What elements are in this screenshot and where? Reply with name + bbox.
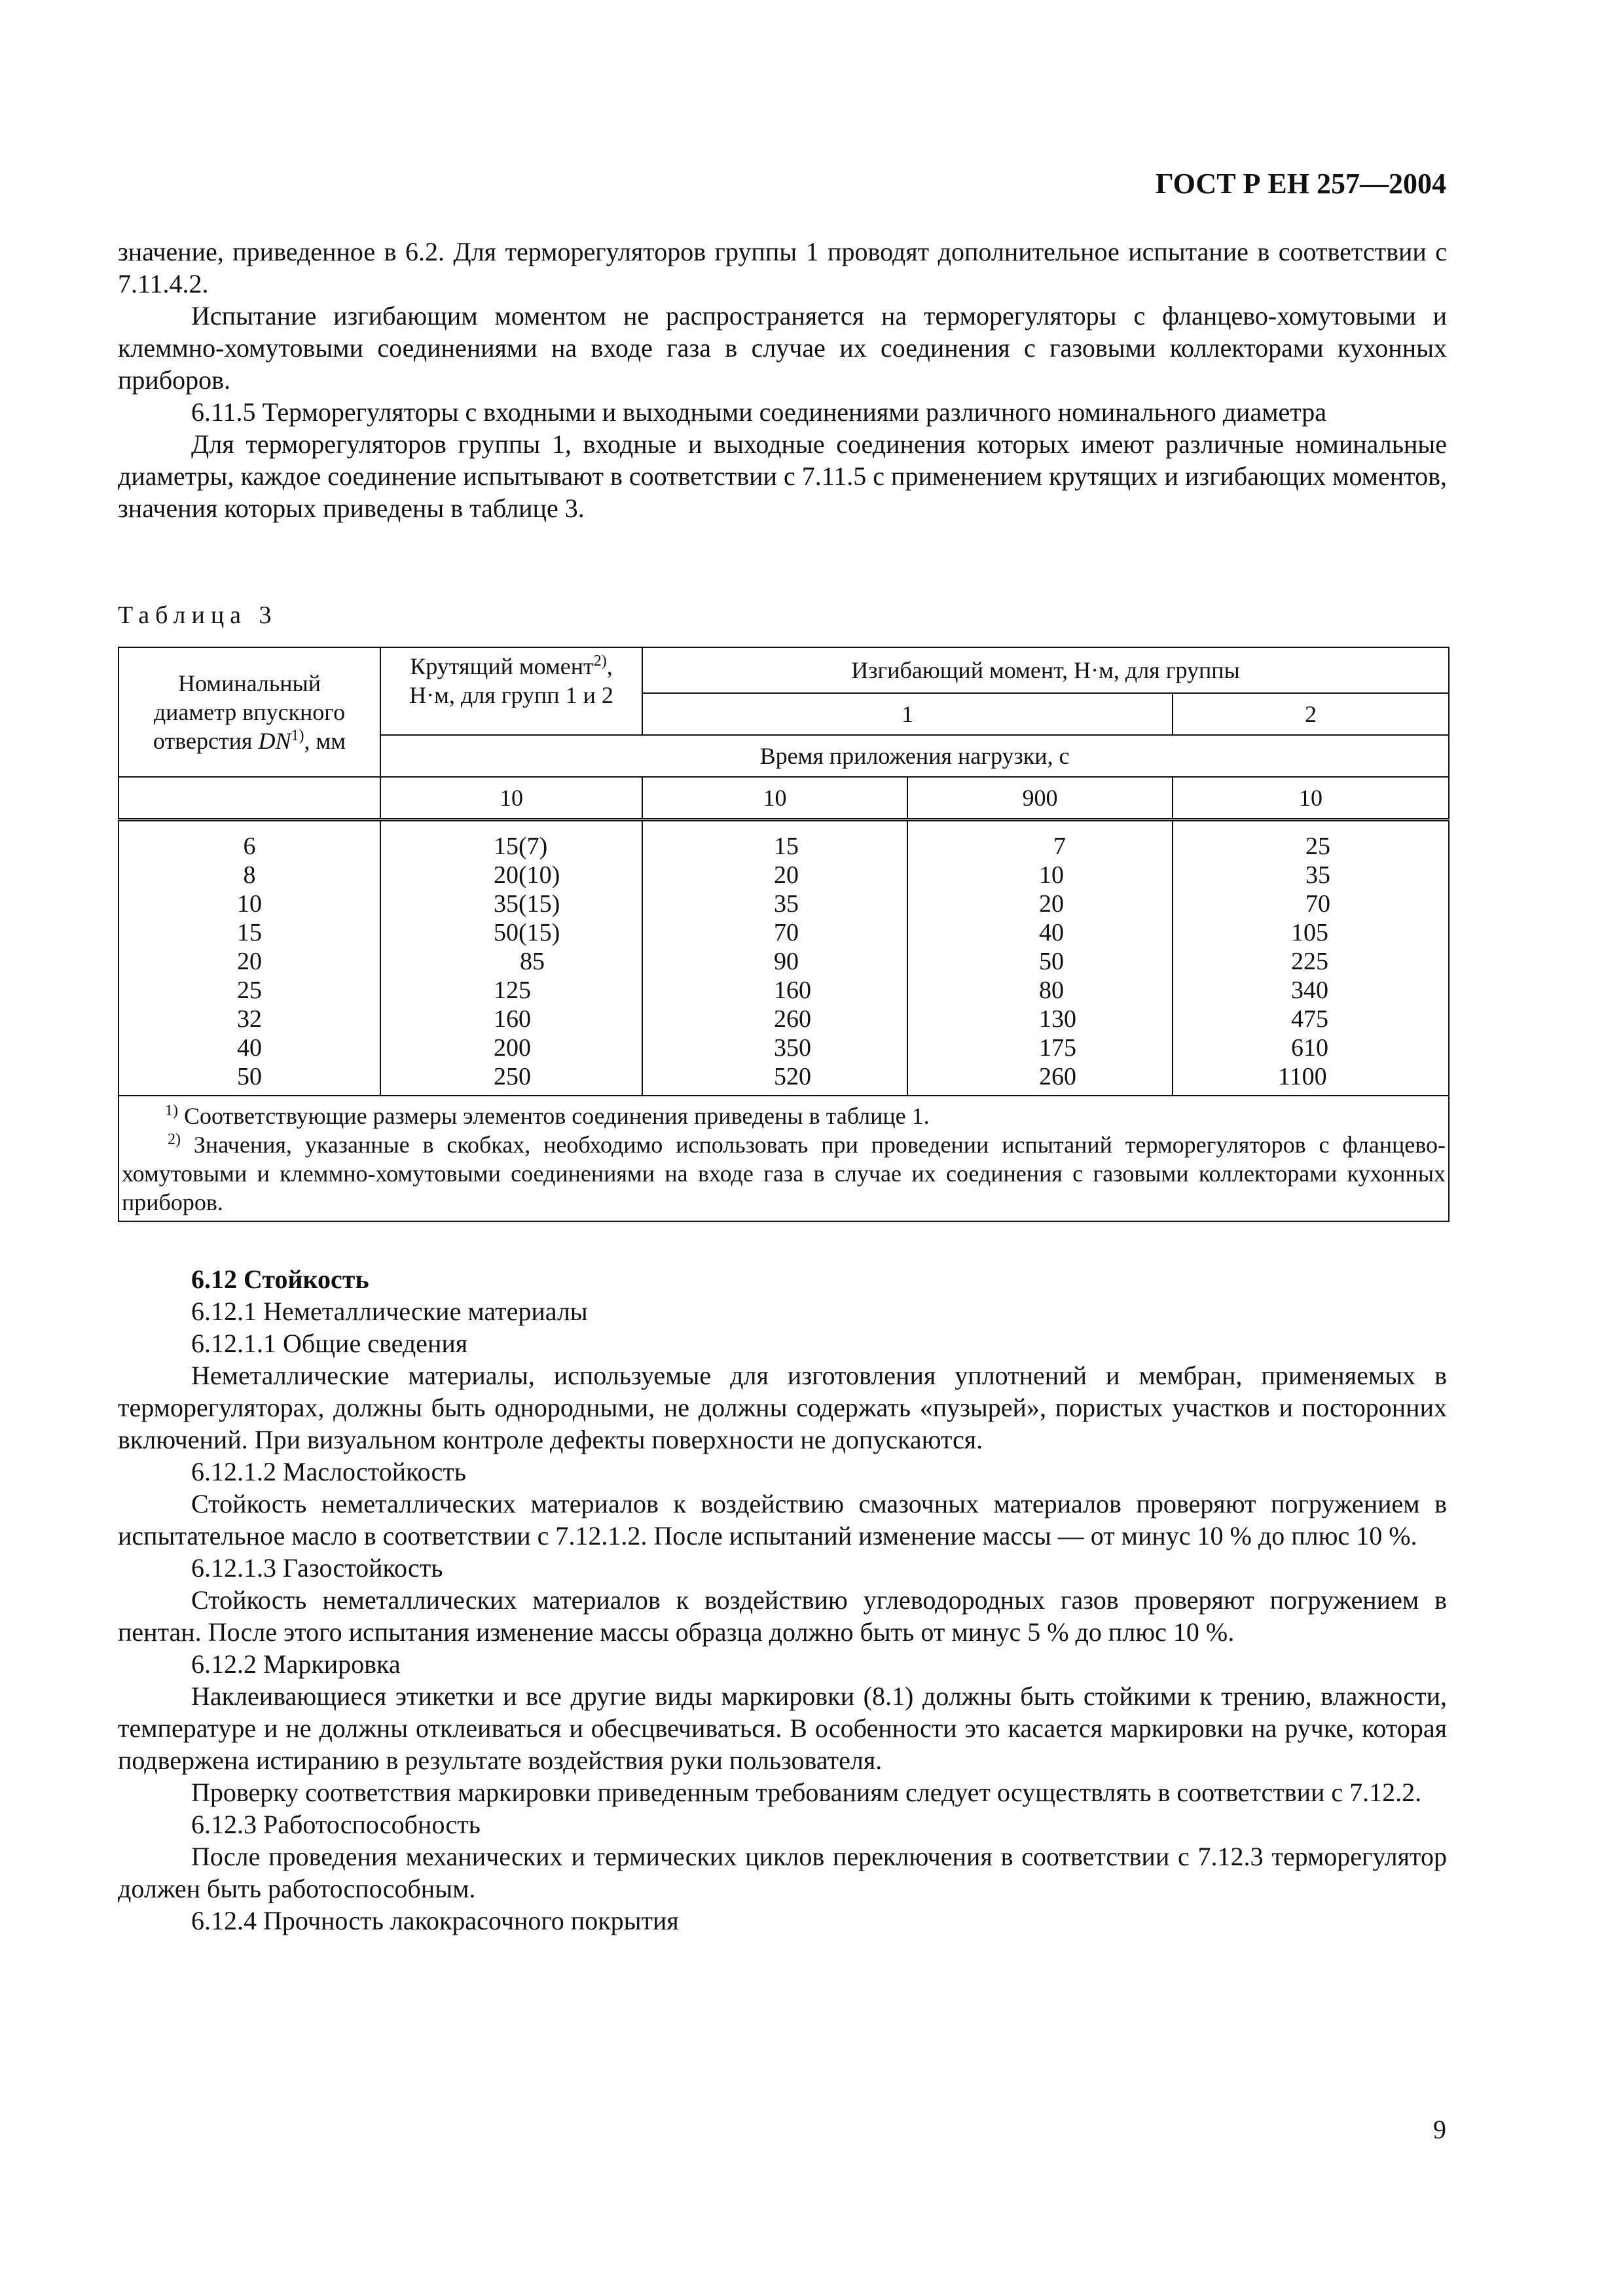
subsection-heading: 6.12.1.1 Общие сведения (191, 1329, 468, 1358)
table-footnotes (119, 1096, 1449, 1221)
paragraph: Стойкость неметаллических материалов к воздействию смазочных материалов проверяют погружением в испытательное масло в соответствии с 7.12.1.2. После испытаний изменение массы — от минус 10 % до плюс 10 %. (118, 1489, 1447, 1551)
standard-designation: ГОСТ Р ЕН 257—2004 (1155, 168, 1446, 200)
column-dn-values: 6 8 10 15 20 25 32 40 50 (119, 820, 380, 1096)
section-heading: 6.12 Стойкость (191, 1265, 369, 1294)
header-time-g1-10: 10 (642, 777, 907, 820)
header-nominal-diameter: Номинальный диаметр впускного отверстия DN$^{1)}$, мм (119, 647, 380, 777)
column-bending-g1-900-values: 7 10 20 40 50 80 130 175 260 (907, 820, 1173, 1096)
header-group-1: 1 (642, 693, 1173, 735)
table-body-row (119, 820, 1449, 1096)
paragraph: Стойкость неметаллических материалов к воздействию углеводородных газов проверяют погружением в пентан. После этого испытания изменение массы образца должно быть от минус 5 % до плюс 10 %. (118, 1585, 1447, 1647)
header-time-g2-10: 10 (1173, 777, 1449, 820)
subsection-heading: 6.12.1.2 Маслостойкость (191, 1457, 467, 1486)
subsection-heading: 6.12.2 Маркировка (191, 1649, 401, 1679)
column-bending-g2-10-values: 25 35 70 105 225 340 475 610 1100 (1173, 820, 1449, 1096)
footnote-1: $^{1)}$ Соответствующие размеры элементов соединения приведены в таблице 1. (165, 1102, 930, 1129)
header-group-2: 2 (1173, 693, 1449, 735)
section-6-12 (118, 1263, 1447, 1937)
column-torque-values: 15(7) 20(10) 35(15) 50(15) 85 125 160 200 250 (380, 820, 642, 1096)
paragraph: Для терморегуляторов группы 1, входные и выходные соединения которых имеют различные номинальные диаметры, каждое соединение испытывают в соответствии с 7.11.5 с применением крутящих и изгибающих моментов, значения которых приведены в таблице 3. (118, 429, 1447, 523)
intro-text (118, 236, 1447, 524)
header-time-g1-900: 900 (907, 777, 1173, 820)
subsection-heading: 6.11.5 Терморегуляторы с входными и выходными соединениями различного номинального диаметра (191, 397, 1327, 427)
footnote-2: $^{2)}$ Значения, указанные в скобках, необходимо использовать при проведении испытаний терморегуляторов с фланцево-хомутовыми и клеммно-хомутовыми соединениями на входе газа в случае их соединения с газовыми коллекторами кухонных приборов. (122, 1131, 1446, 1215)
table-caption: Таблица 3 (118, 601, 278, 629)
column-bending-g1-10-values: 15 20 35 70 90 160 260 350 520 (642, 820, 907, 1096)
paragraph: Наклеивающиеся этикетки и все другие виды маркировки (8.1) должны быть стойкими к трению, влажности, температуре и не должны отклеиваться и обесцвечиваться. В особенности это касается маркировки на ручке, которая подвержена истиранию в результате воздействия руки пользователя. (118, 1681, 1447, 1775)
paragraph: Проверку соответствия маркировки приведенным требованиям следует осуществлять в соответствии с 7.12.2. (191, 1778, 1422, 1807)
subsection-heading: 6.12.1 Неметаллические материалы (191, 1297, 588, 1326)
table-3 (118, 647, 1450, 1222)
table-footnotes-row (119, 1096, 1449, 1221)
paragraph: После проведения механических и термических циклов переключения в соответствии с 7.12.3 терморегулятор должен быть работоспособным. (118, 1842, 1447, 1903)
paragraph: Неметаллические материалы, используемые для изготовления уплотнений и мембран, применяемых в терморегуляторах, должны быть однородными, не должны содержать «пузырей», пористых участков и посторонних включений. При визуальном контроле дефекты поверхности не допускаются. (118, 1361, 1447, 1454)
header-time-torque: 10 (380, 777, 642, 820)
paragraph: Испытание изгибающим моментом не распространяется на терморегуляторы с фланцево-хомутовыми и клеммно-хомутовыми соединениями на входе газа в случае их соединения с газовыми коллекторами кухонных приборов. (118, 301, 1447, 395)
header-load-time: Время приложения нагрузки, с (380, 735, 1449, 777)
header-bending-moment: Изгибающий момент, Н·м, для группы (642, 647, 1449, 693)
paragraph: значение, приведенное в 6.2. Для терморегуляторов группы 1 проводят дополнительное испытание в соответствии с 7.11.4.2. (118, 237, 1447, 298)
subsection-heading: 6.12.1.3 Газостойкость (191, 1553, 443, 1583)
subsection-heading: 6.12.3 Работоспособность (191, 1810, 481, 1839)
subsection-heading: 6.12.4 Прочность лакокрасочного покрытия (191, 1906, 679, 1935)
header-torque: Крутящий момент$^{2)}$, Н·м, для групп 1 и 2 (380, 647, 642, 735)
header-empty (119, 777, 380, 820)
page-number: 9 (1433, 2115, 1446, 2144)
